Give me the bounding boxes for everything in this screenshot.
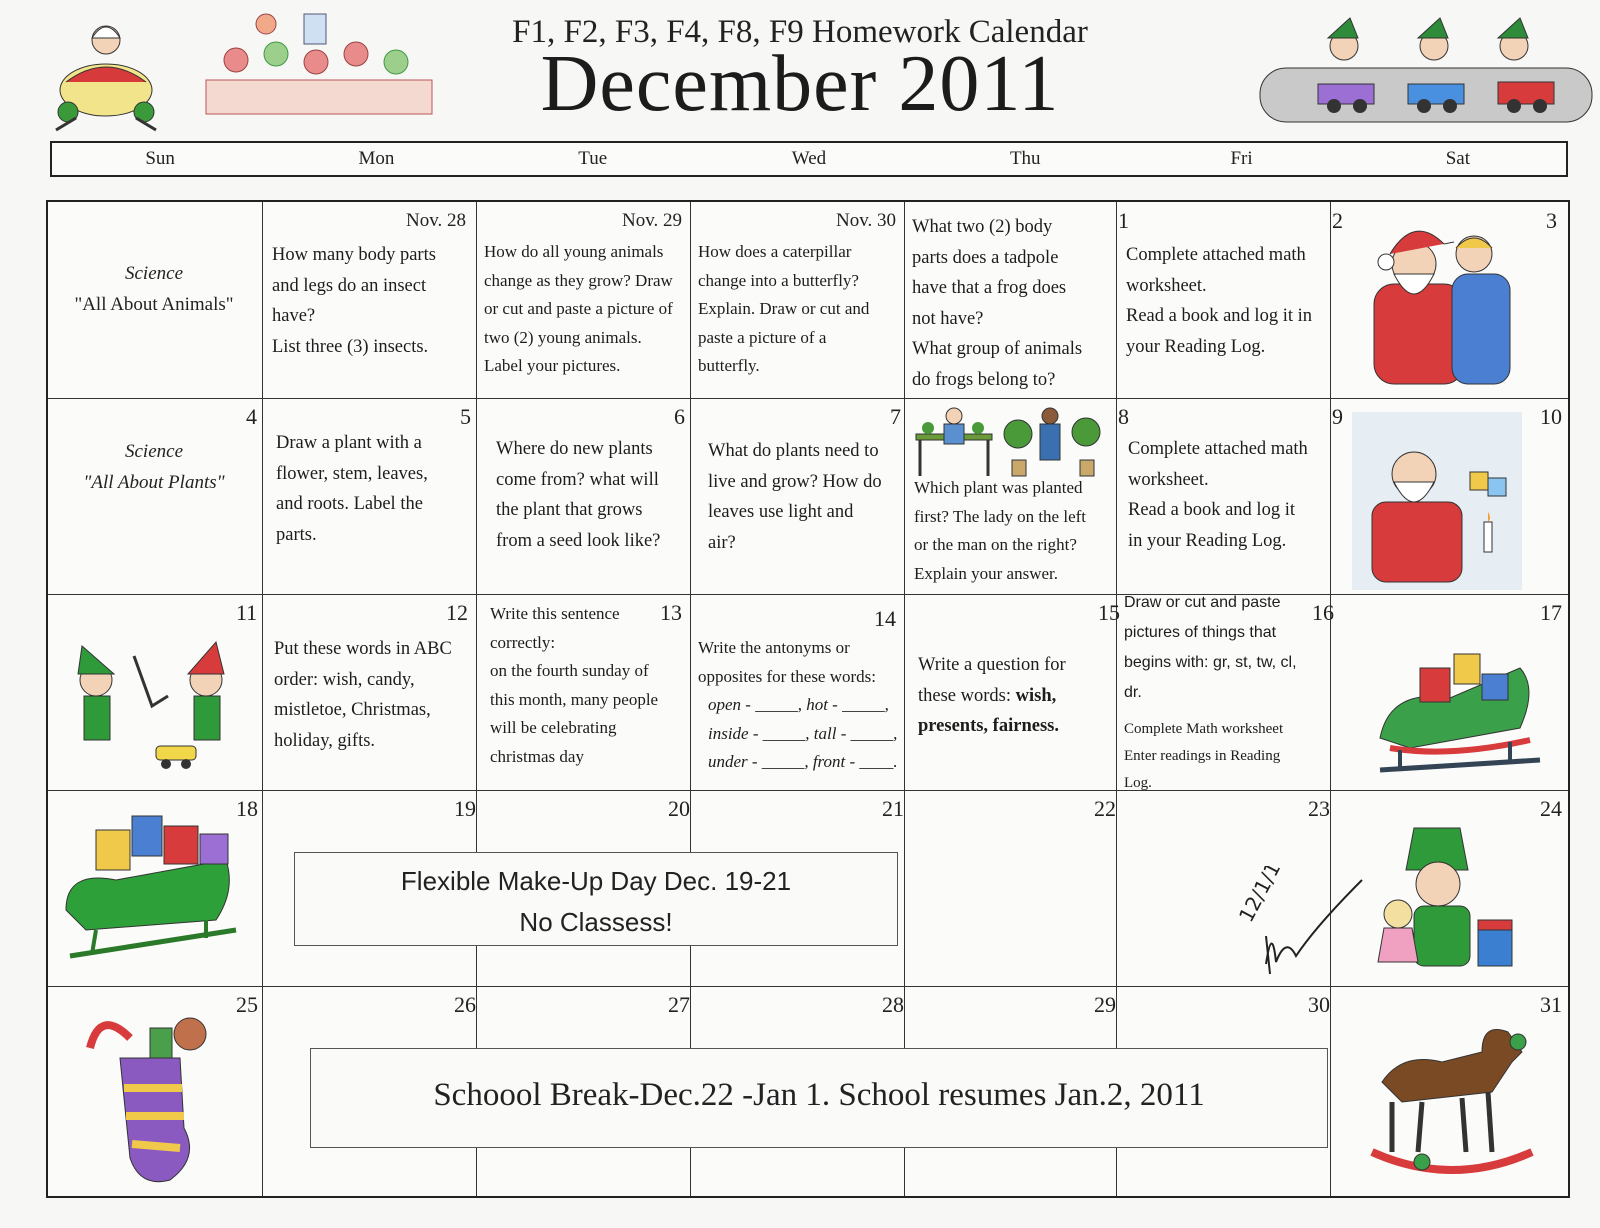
date-dec-26: 26 — [454, 992, 476, 1017]
grid-divider — [1116, 202, 1117, 1196]
date-dec-8: 8 — [1118, 404, 1129, 429]
week1-science-topic: Science "All About Animals" — [74, 263, 234, 315]
date-dec-17: 17 — [1540, 600, 1562, 625]
date-dec-25: 25 — [236, 992, 258, 1017]
gardeners-plants-clipart — [914, 404, 1104, 480]
homework-thu-dec-15: Write a question for these words: wish, presents, fairness. — [918, 655, 1066, 736]
weekday-mon: Mon — [358, 148, 395, 169]
elf-painting-doll-clipart — [1358, 822, 1536, 986]
calendar-subtitle: F1, F2, F3, F4, F8, F9 Homework Calendar — [512, 14, 1088, 50]
grid-divider — [262, 202, 263, 1196]
date-dec-12: 12 — [446, 600, 468, 625]
date-dec-23: 23 — [1308, 796, 1330, 821]
weekday-wed: Wed — [791, 148, 827, 169]
homework-wed-nov-30: How does a caterpillar change into a butterfly? Explain. Draw or cut and paste a picture of a butterfly. — [698, 242, 870, 375]
date-dec-15: 15 — [1098, 600, 1120, 625]
signature-date: 12/1/11 — [1236, 866, 1292, 927]
homework-fri-dec-9: Complete attached math worksheet. Read a book and log it in your Reading Log. — [1128, 439, 1308, 551]
date-dec-1: 1 — [1118, 208, 1129, 233]
teacher-signature — [1236, 866, 1364, 976]
grid-divider — [48, 398, 1568, 399]
homework-mon-nov-28: How many body parts and legs do an insect have? List three (3) insects. — [272, 245, 436, 357]
weekday-sat: Sat — [1445, 148, 1470, 169]
date-nov-29: Nov. 29 — [622, 210, 682, 231]
calendar-title: December 2011 — [540, 40, 1060, 128]
date-dec-24: 24 — [1540, 796, 1562, 821]
date-dec-5: 5 — [460, 404, 471, 429]
date-dec-27: 27 — [668, 992, 690, 1017]
homework-fri-dec-2: Complete attached math worksheet. Read a book and log it in your Reading Log. — [1126, 245, 1312, 357]
date-dec-21: 21 — [882, 796, 904, 821]
date-dec-19: 19 — [454, 796, 476, 821]
date-dec-11: 11 — [236, 600, 258, 625]
date-nov-30: Nov. 30 — [836, 210, 896, 231]
elves-workshop-clipart — [196, 10, 442, 122]
grid-divider — [476, 202, 477, 1196]
homework-thu-dec-1: What two (2) body parts does a tadpole have that a frog does not have? What group of animals do frogs belong to? — [912, 217, 1083, 390]
homework-thu-dec-8: Which plant was planted first? The lady on the left or the man on the right? Explain your answer. — [914, 478, 1086, 583]
homework-mon-dec-5: Draw a plant with a flower, stem, leaves, and roots. Label the parts. — [276, 433, 428, 545]
santa-with-child-clipart — [1364, 214, 1534, 390]
date-dec-29: 29 — [1094, 992, 1116, 1017]
date-dec-16: 16 — [1312, 600, 1334, 625]
grid-divider — [690, 202, 691, 1196]
rocking-horse-clipart — [1362, 1012, 1542, 1184]
date-dec-20: 20 — [668, 796, 690, 821]
date-dec-2: 2 — [1332, 208, 1343, 233]
date-dec-14: 14 — [874, 606, 896, 631]
date-nov-28: Nov. 28 — [406, 210, 466, 231]
homework-tue-nov-29: How do all young animals change as they grow? Draw or cut and paste a picture of two (2) young animals. Label your pictures. — [484, 242, 673, 375]
homework-fri-dec-16-extra: Complete Math worksheet Enter readings in Reading Log. — [1124, 721, 1284, 791]
date-dec-13: 13 — [660, 600, 682, 625]
grid-divider — [48, 594, 1568, 595]
grid-divider — [48, 790, 1568, 791]
weekday-thu: Thu — [1009, 148, 1041, 169]
santa-toys-clipart — [1352, 412, 1522, 590]
homework-mon-dec-12: Put these words in ABC order: wish, candy, mistletoe, Christmas, holiday, gifts. — [274, 639, 452, 751]
homework-wed-dec-7: What do plants need to live and grow? How do leaves use light and air? — [708, 441, 882, 553]
grid-divider — [48, 986, 1568, 987]
sleigh-gifts-clipart — [1370, 628, 1544, 788]
date-dec-22: 22 — [1094, 796, 1116, 821]
weekday-header — [50, 141, 1568, 177]
date-dec-18: 18 — [236, 796, 258, 821]
grid-divider — [904, 202, 905, 1196]
week2-science-topic: Science "All About Plants" — [83, 441, 225, 493]
date-dec-4: 4 — [246, 404, 257, 429]
santa-elves-clipart — [46, 12, 166, 134]
date-dec-3: 3 — [1546, 208, 1557, 233]
grid-divider — [1330, 202, 1331, 1196]
stocking-clipart — [80, 1008, 240, 1188]
elves-train-clipart — [1258, 12, 1594, 124]
date-dec-6: 6 — [674, 404, 685, 429]
homework-wed-dec-14: Write the antonyms or opposites for these words: open - _____, hot - _____, inside - _____, tall - _____, under - _____, front - ____. — [698, 638, 898, 771]
date-dec-28: 28 — [882, 992, 904, 1017]
makeup-day-notice: Flexible Make-Up Day Dec. 19-21 No Classess! — [294, 852, 898, 946]
school-break-notice: Schoool Break-Dec.22 -Jan 1. School resumes Jan.2, 2011 — [310, 1048, 1328, 1148]
date-dec-10: 10 — [1540, 404, 1562, 429]
date-dec-9: 9 — [1332, 404, 1343, 429]
elves-toys-clipart — [56, 626, 256, 782]
homework-tue-dec-6: Where do new plants come from? what will the plant that grows from a seed look like? — [496, 439, 661, 551]
weekday-fri: Fri — [1230, 148, 1253, 169]
homework-tue-dec-13: Write this sentence correctly: on the fourth sunday of this month, many people will be celebrating christmas day — [490, 604, 659, 766]
date-dec-30: 30 — [1308, 992, 1330, 1017]
date-dec-7: 7 — [890, 404, 901, 429]
date-dec-31: 31 — [1540, 992, 1562, 1017]
homework-fri-dec-16: Draw or cut and paste pictures of things that begins with: gr, st, tw, cl, dr. — [1124, 594, 1297, 701]
weekday-tue: Tue — [578, 148, 608, 169]
weekday-sun: Sun — [145, 148, 175, 169]
sleigh-presents-clipart — [56, 800, 246, 970]
